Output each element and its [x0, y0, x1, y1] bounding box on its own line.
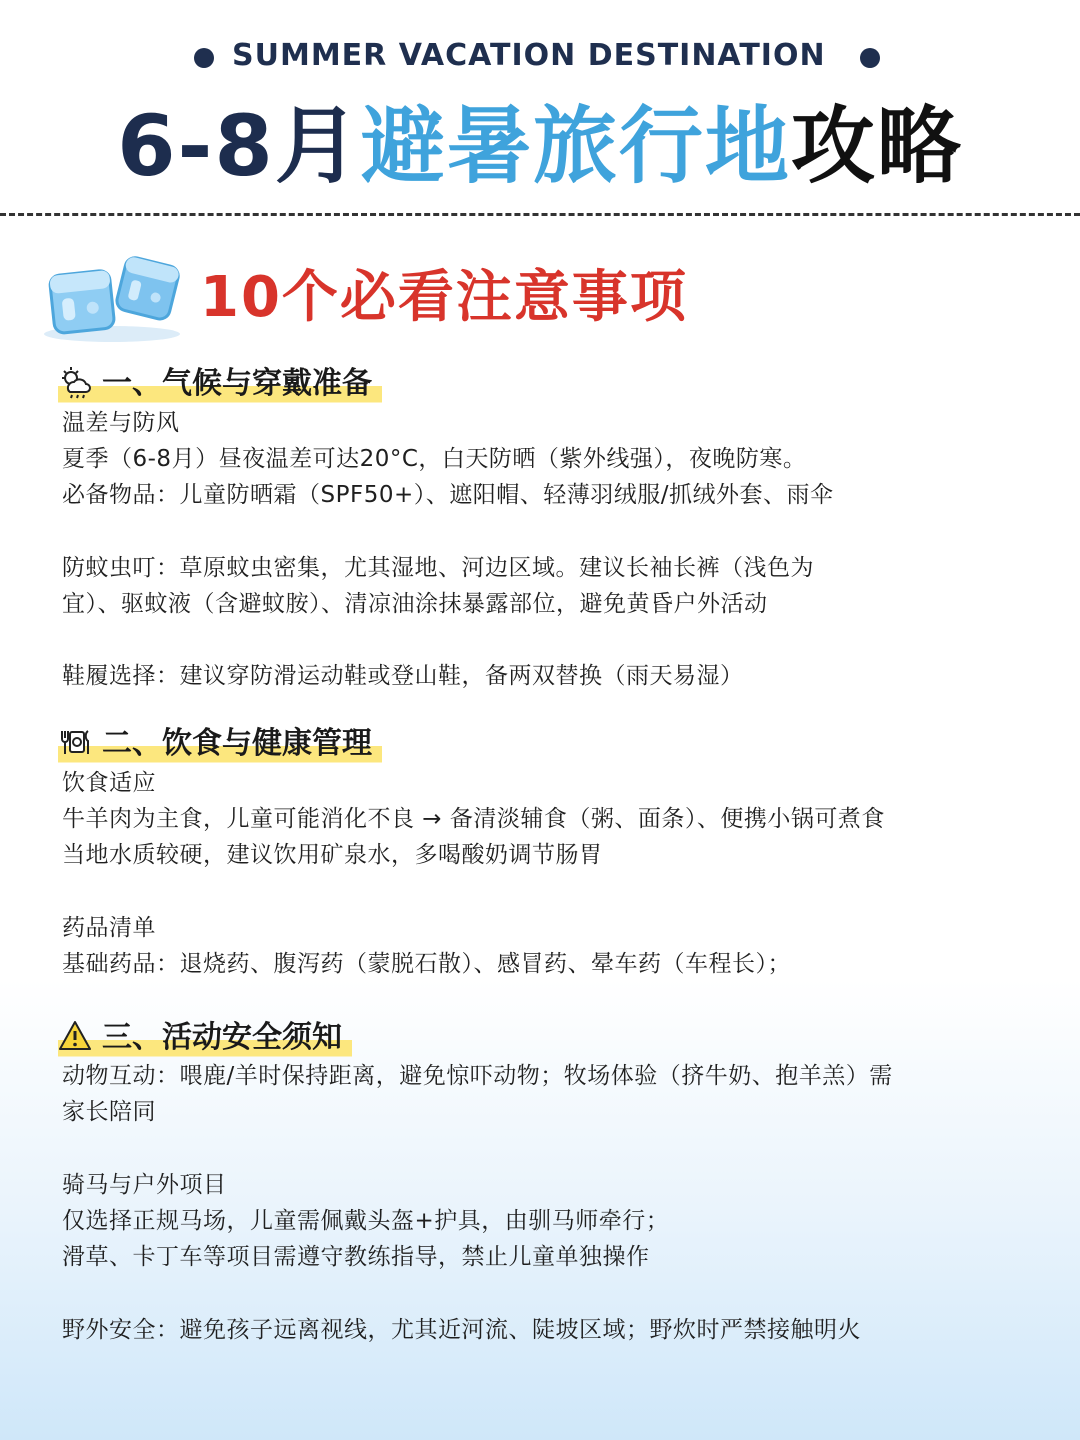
- subtitle: SUMMER VACATION DESTINATION: [232, 38, 826, 73]
- title-months: 6-8月: [117, 97, 361, 195]
- weather-sun-rain-icon: [58, 365, 92, 399]
- dining-plate-icon: [58, 725, 92, 759]
- safety-line: 动物互动：喂鹿/羊时保持距离，避免惊吓动物；牧场体验（挤牛奶、抱羊羔）需: [62, 1063, 893, 1089]
- climate-line: 夏季（6-8月）昼夜温差可达20°C，白天防晒（紫外线强），夜晚防寒。: [62, 446, 807, 472]
- bullet-dot-left: [194, 48, 214, 68]
- title-guide: 攻略: [790, 97, 963, 195]
- section-title-text: 三、活动安全须知: [102, 1020, 342, 1055]
- diet-line: 基础药品：退烧药、腹泻药（蒙脱石散）、感冒药、晕车药（车程长）；: [62, 951, 791, 977]
- safety-line: 野外安全：避免孩子远离视线，尤其近河流、陡坡区域；野炊时严禁接触明火: [62, 1317, 861, 1343]
- diet-line: 牛羊肉为主食，儿童可能消化不良 → 备清淡辅食（粥、面条）、便携小锅可煮食: [62, 806, 885, 832]
- climate-line: 鞋履选择：建议穿防滑运动鞋或登山鞋，备两双替换（雨天易湿）: [62, 663, 744, 689]
- section-title-diet: [58, 722, 382, 766]
- section-title-climate: [58, 362, 382, 406]
- ice-cube-icon: [40, 246, 190, 346]
- warning-triangle-icon: [58, 1019, 92, 1053]
- safety-line: 滑草、卡丁车等项目需遵守教练指导，禁止儿童单独操作: [62, 1244, 650, 1270]
- section-title-safety: [58, 1016, 352, 1060]
- section-title-text: 一、气候与穿戴准备: [102, 366, 372, 401]
- climate-line: 温差与防风: [62, 410, 180, 436]
- climate-line: 必备物品：儿童防晒霜（SPF50+）、遮阳帽、轻薄羽绒服/抓绒外套、雨伞: [62, 482, 834, 508]
- safety-line: 仅选择正规马场，儿童需佩戴头盔+护具，由驯马师牵行；: [62, 1208, 670, 1234]
- climate-line: 防蚊虫叮：草原蚊虫密集，尤其湿地、河边区域。建议长袖长裤（浅色为: [62, 555, 814, 581]
- climate-line: 宜）、驱蚊液（含避蚊胺）、清凉油涂抹暴露部位，避免黄昏户外活动: [62, 591, 768, 617]
- diet-line: 当地水质较硬，建议饮用矿泉水，多喝酸奶调节肠胃: [62, 842, 603, 868]
- title-destination: 避暑旅行地: [360, 97, 791, 195]
- diet-line: 药品清单: [62, 915, 156, 941]
- diet-line: 饮食适应: [62, 770, 156, 796]
- section-title-text: 二、饮食与健康管理: [102, 726, 372, 761]
- subtitle-row: [0, 36, 1080, 76]
- dashed-divider: [0, 213, 1080, 216]
- safety-line: 家长陪同: [62, 1099, 156, 1125]
- safety-line: 骑马与户外项目: [62, 1172, 227, 1198]
- page-title: [0, 96, 1080, 196]
- headline: 10个必看注意事项: [200, 265, 688, 330]
- bullet-dot-right: [860, 48, 880, 68]
